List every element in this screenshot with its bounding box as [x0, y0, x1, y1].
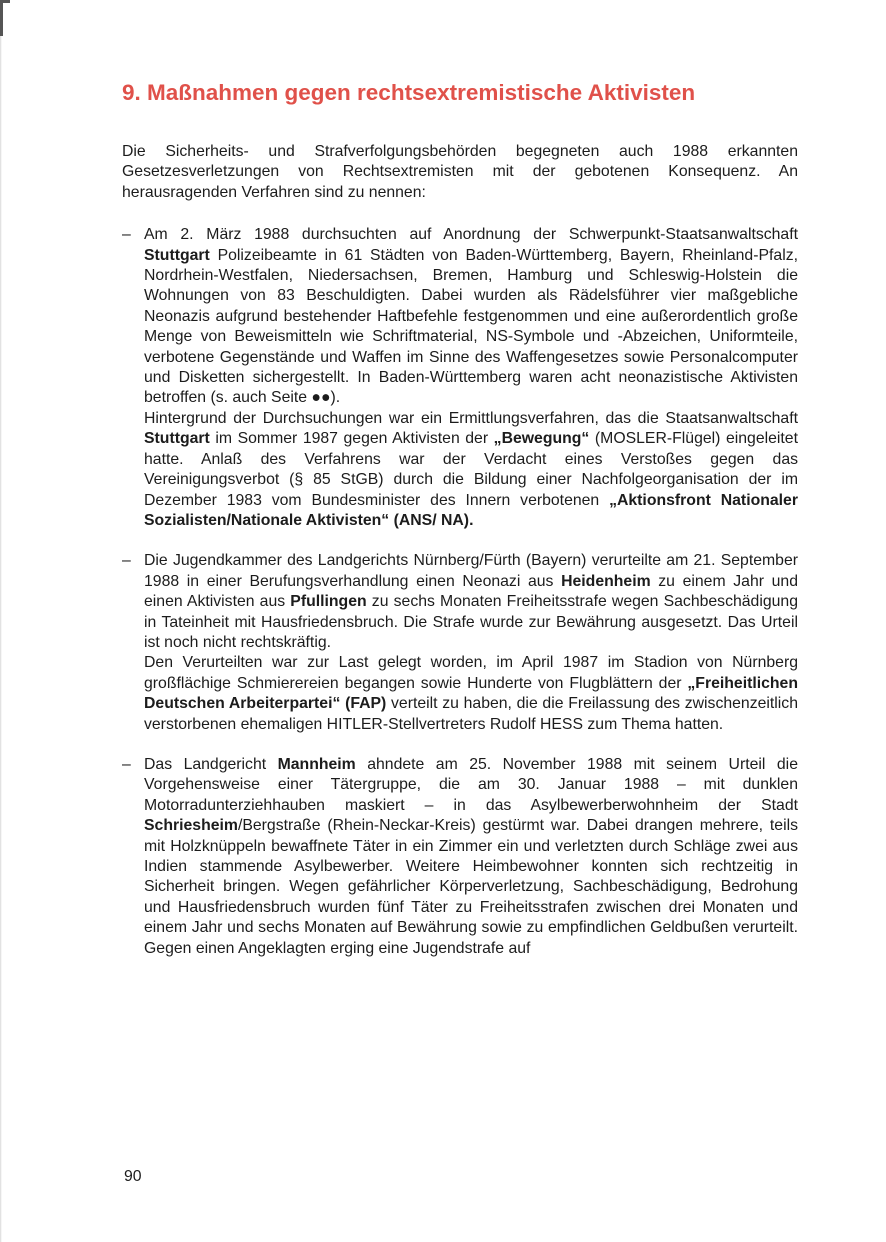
bold-organization-name: „Aktionsfront Nationaler Sozialisten/Nationale Aktivisten“ (ANS/ NA). — [144, 491, 798, 529]
item-paragraph — [144, 409, 798, 531]
text-run: Am 2. März 1988 durchsuchten auf Anordnung der Schwerpunkt-Staatsanwaltschaft — [144, 226, 798, 244]
dash-marker: – — [122, 552, 131, 570]
body-text — [122, 142, 798, 979]
bold-organization-name: „Bewegung“ — [493, 430, 590, 448]
section-heading: 9. Maßnahmen gegen rechtsextremistische Aktivisten — [122, 80, 696, 105]
item-paragraph — [144, 653, 798, 735]
text-run: (MOSLER-Flügel) eingeleitet hatte. Anlaß des Verfahrens war der Verdacht eines Verstoßes gegen das Vereinigungsverbot (§ 85 StGB) durch die Bildung einer Nachfolgeorganisation der im Dezember 1983 vom Bundesminister des Innern verbotenen — [144, 430, 798, 509]
bold-place-name: Stuttgart — [144, 246, 210, 264]
page-edge-shadow — [0, 0, 2, 1242]
text-run: im Sommer 1987 gegen Aktivisten der — [209, 430, 494, 448]
dash-marker: – — [122, 226, 131, 244]
text-run: Die Jugendkammer des Landgerichts Nürnberg/Fürth (Bayern) verurteilte am 21. September 1988 in einer Berufungsverhandlung einen Neonazi aus — [144, 552, 798, 590]
page-number: 90 — [124, 1168, 142, 1185]
intro-paragraph: Die Sicherheits- und Strafverfolgungsbehörden begegneten auch 1988 erkannten Gesetzesverletzungen von Rechtsextremisten mit der gebotenen Konsequenz. An herausragenden Verfahren sind zu nennen: — [122, 143, 798, 201]
text-run: Den Verurteilten war zur Last gelegt worden, im April 1987 im Stadion von Nürnberg großflächige Schmierereien begangen sowie Hunderte von Flugblättern der — [144, 654, 798, 692]
bold-place-name: Heidenheim — [561, 572, 651, 590]
bold-organization-name: „Freiheitlichen Deutschen Arbeiterpartei“ (FAP) — [144, 674, 798, 713]
item-paragraph — [144, 755, 798, 959]
text-run: zu einem Jahr und einen Aktivisten aus — [144, 572, 798, 611]
crop-mark-vertical — [0, 0, 3, 36]
dash-marker: – — [122, 755, 131, 773]
text-run: verteilt zu haben, die die Freilassung des zwischenzeitlich verstorbenen ehemaligen HITLER-Stellvertreters Rudolf HESS zum Thema hatten. — [144, 695, 798, 733]
text-run: ahndete am 25. November 1988 mit seinem Urteil die Vorgehensweise einer Tätergruppe, die am 30. Januar 1988 – mit dunklen Motorradunterziehhauben maskiert – in das Asylbewerberwohnheim der Stadt — [144, 755, 798, 814]
bold-place-name: Pfullingen — [290, 593, 367, 611]
text-run: Hintergrund der Durchsuchungen war ein Ermittlungsverfahren, das die Staatsanwaltschaft — [144, 409, 798, 427]
bold-place-name: Schriesheim — [144, 817, 238, 835]
list-item — [122, 551, 798, 735]
list-item — [122, 225, 798, 531]
bold-place-name: Mannheim — [277, 755, 356, 773]
text-run: Das Landgericht — [144, 755, 278, 773]
item-paragraph — [144, 551, 798, 653]
list-item — [122, 755, 798, 959]
text-run: /Bergstraße (Rhein-Neckar-Kreis) gestürmt war. Dabei drangen mehrere, teils mit Holzknüppeln bewaffnete Täter in ein Zimmer ein und verletzten durch Schläge zwei aus Indien stammende Asylbewerber. Weitere Heimbewohner konnten sich rechtzeitig in Sicherheit bringen. Wegen gefährlicher Körperverletzung, Sachbeschädigung, Bedrohung und Hausfriedensbruch wurden fünf Täter zu Freiheitsstrafen zwischen drei Monaten und einem Jahr und sechs Monaten auf Bewährung sowie zu empfindlichen Geldbußen verurteilt. Gegen einen Angeklagten erging eine Jugendstrafe auf — [144, 817, 798, 957]
item-paragraph — [144, 225, 798, 409]
text-run: zu sechs Monaten Freiheitsstrafe wegen Sachbeschädigung in Tateinheit mit Hausfriedensbruch. Die Strafe wurde zur Bewährung ausgesetzt. Das Urteil ist noch nicht rechtskräftig. — [144, 593, 798, 651]
bold-place-name: Stuttgart — [144, 430, 210, 448]
text-run: Polizeibeamte in 61 Städten von Baden-Württemberg, Bayern, Rheinland-Pfalz, Nordrhein-Westfalen, Niedersachsen, Bremen, Hamburg und Schleswig-Holstein die Wohnungen von 83 Beschuldigten. Dabei wurden als Rädelsführer vier maßgebliche Neonazis aufgrund bestehender Haftbefehle festgenommen und eine außerordentlich große Menge von Beweismitteln wie Schriftmaterial, NS-Symbole und -Abzeichen, Uniformteile, verbotene Gegenstände und Waffen im Sinne des Waffengesetzes sowie Personalcomputer und Disketten sichergestellt. In Baden-Württemberg waren acht neonazistische Aktivisten betroffen (s. auch Seite ●●). — [144, 246, 798, 407]
